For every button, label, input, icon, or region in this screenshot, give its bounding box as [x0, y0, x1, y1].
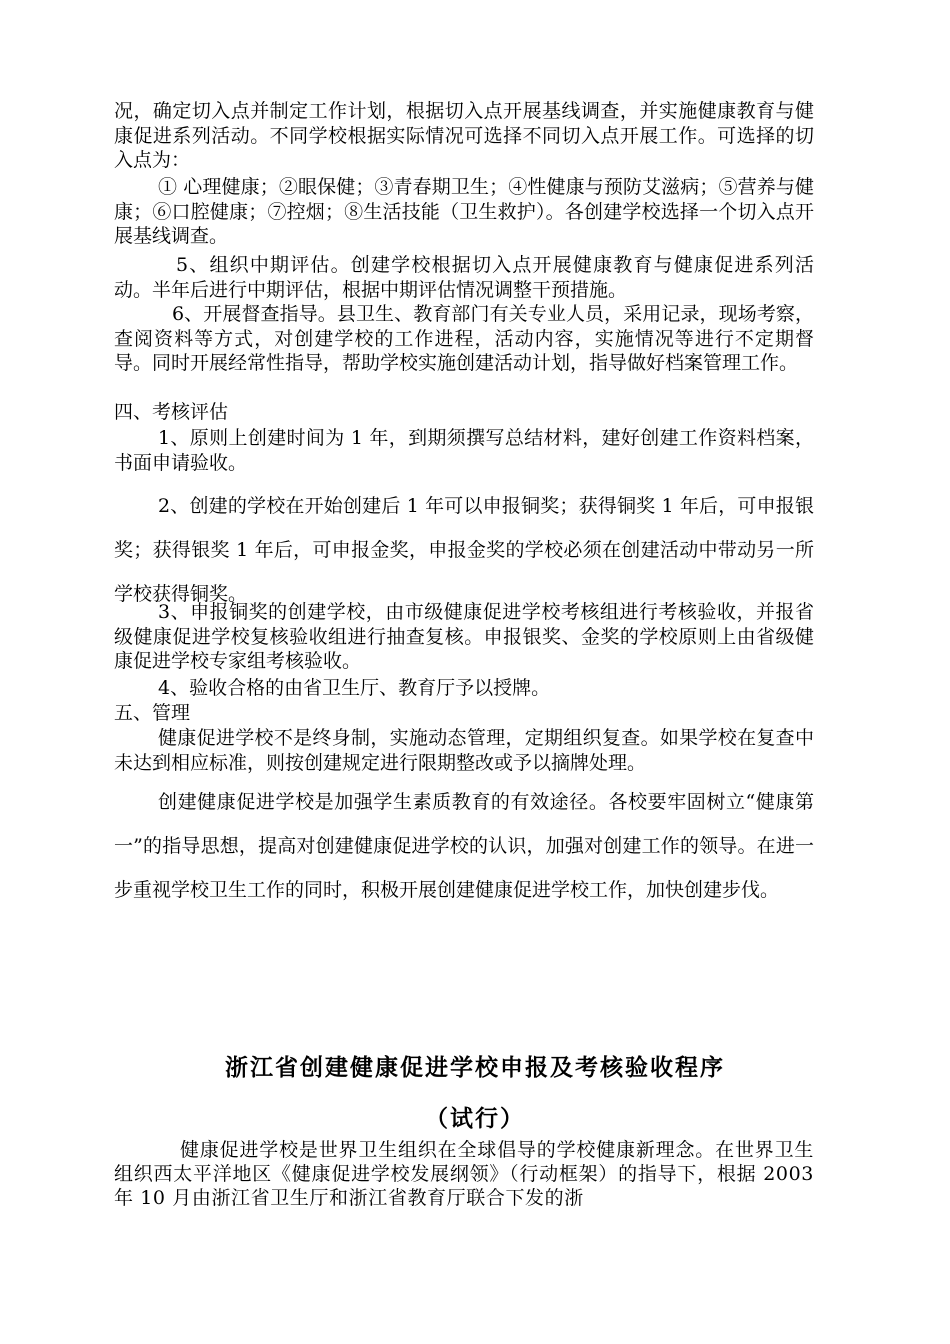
- paragraph-entry-points-intro: 况，确定切入点并制定工作计划，根据切入点开展基线调查，并实施健康教育与健康促进系列活动。不同学校根据实际情况可选择不同切入点开展工作。可选择的切入点为：: [114, 100, 814, 171]
- heading-assessment: 四、考核评估: [114, 401, 229, 423]
- paragraph-assessment-3: 3、申报铜奖的创建学校，由市级健康促进学校考核组进行考核验收，并报省级健康促进学校复核验收组进行抽查复核。申报银奖、金奖的学校原则上由省级健康促进学校专家组考核验收。: [114, 601, 814, 672]
- paragraph-assessment-1: 1、原则上创建时间为 1 年，到期须撰写总结材料，建好创建工作资料档案，书面申请验收。: [114, 427, 814, 474]
- paragraph-supervision-guidance: 6、开展督查指导。县卫生、教育部门有关专业人员，采用记录，现场考察，查阅资料等方式，对创建学校的工作进程，活动内容，实施情况等进行不定期督导。同时开展经常性指导，帮助学校实施创建活动计划，指导做好档案管理工作。: [114, 303, 814, 374]
- section-title: 浙江省创建健康促进学校申报及考核验收程序: [225, 1054, 725, 1081]
- paragraph-assessment-2: 2、创建的学校在开始创建后 1 年可以申报铜奖；获得铜奖 1 年后，可申报银奖；获得银奖 1 年后，可申报金奖，申报金奖的学校必须在创建活动中带动另一所学校获得铜奖。: [114, 495, 814, 605]
- paragraph-entry-points-list: ① 心理健康；②眼保健；③青春期卫生；④性健康与预防艾滋病；⑤营养与健康；⑥口腔健康；⑦控烟；⑧生活技能（卫生救护）。各创建学校选择一个切入点开展基线调查。: [114, 176, 814, 247]
- paragraph-section-intro: 健康促进学校是世界卫生组织在全球倡导的学校健康新理念。在世界卫生组织西太平洋地区《健康促进学校发展纲领》（行动框架）的指导下，根据 2003 年 10 月由浙江省卫生厅和浙江省教育厅联合下发的浙: [114, 1139, 814, 1209]
- heading-management: 五、管理: [114, 702, 191, 724]
- paragraph-assessment-4: 4、验收合格的由省卫生厅、教育厅予以授牌。: [158, 677, 551, 699]
- paragraph-management: 健康促进学校不是终身制，实施动态管理，定期组织复查。如果学校在复查中未达到相应标准，则按创建规定进行限期整改或予以摘牌处理。: [114, 727, 814, 774]
- paragraph-mid-term-evaluation: 5、组织中期评估。创建学校根据切入点开展健康教育与健康促进系列活动。半年后进行中期评估，根据中期评估情况调整干预措施。: [114, 254, 814, 301]
- paragraph-conclusion: 创建健康促进学校是加强学生素质教育的有效途径。各校要牢固树立“健康第一”的指导思想，提高对创建健康促进学校的认识，加强对创建工作的领导。在进一步重视学校卫生工作的同时，积极开展创建健康促进学校工作，加快创建步伐。: [114, 791, 814, 901]
- section-subtitle: （试行）: [425, 1105, 525, 1132]
